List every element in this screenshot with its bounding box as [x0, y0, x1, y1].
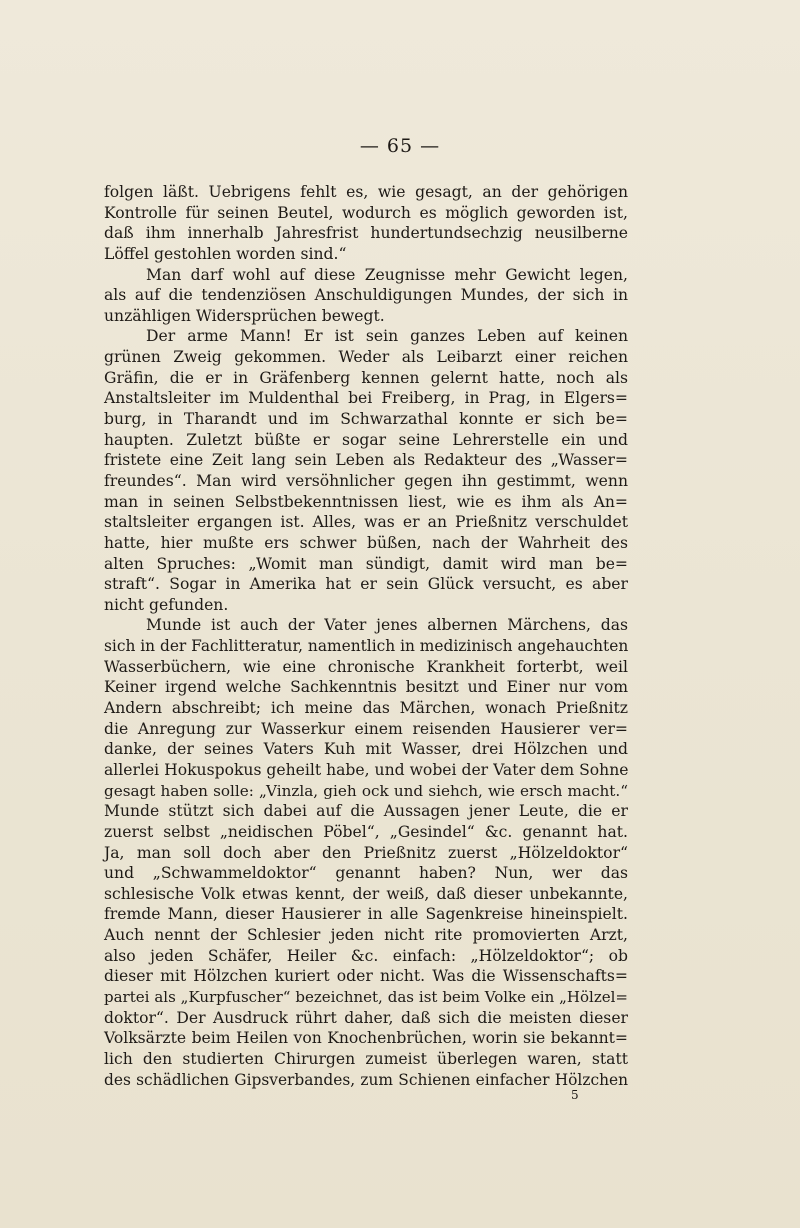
text-line: Gräfin, die er in Gräfenberg kennen gelernt hatte, noch als	[104, 368, 628, 387]
text-line: allerlei Hokuspokus geheilt habe, und wobei der Vater dem Sohne	[104, 760, 629, 779]
text-line: als auf die tendenziösen Anschuldigungen Mundes, der sich in	[104, 286, 628, 305]
text-line: und „Schwammeldoktor“ genannt haben? Nun, wer das	[104, 864, 628, 883]
text-line: daß ihm innerhalb Jahresfrist hundertundsechzig neusilberne	[104, 224, 628, 243]
text-line: fremde Mann, dieser Hausierer in alle Sagenkreise hineinspielt.	[104, 905, 628, 924]
text-line: man in seinen Selbstbekenntnissen liest, wie es ihm als An=	[104, 492, 628, 511]
text-line: die Anregung zur Wasserkur einem reisenden Hausierer ver=	[104, 719, 628, 738]
text-line: Der arme Mann! Er ist sein ganzes Leben auf keinen	[146, 327, 628, 346]
text-line: gesagt haben solle: „Vinzla, gieh ock und siehch, wie ersch macht.“	[104, 781, 628, 800]
text-line: partei als „Kurpfuscher“ bezeichnet, das ist beim Volke ein „Hölzel=	[104, 987, 628, 1006]
signature-mark: 5	[571, 1088, 579, 1102]
text-line: Munde ist auch der Vater jenes albernen Märchens, das	[146, 616, 628, 635]
text-line: unzähligen Widersprüchen bewegt.	[104, 306, 385, 325]
page-number-header: — 65 —	[359, 135, 441, 157]
text-line: burg, in Tharandt und im Schwarzathal konnte er sich be=	[104, 410, 628, 429]
text-line: lich den studierten Chirurgen zumeist überlegen waren, statt	[104, 1049, 628, 1068]
text-line: Wasserbüchern, wie eine chronische Krankheit forterbt, weil	[104, 657, 628, 676]
text-line: schlesische Volk etwas kennt, der weiß, daß dieser unbekannte,	[104, 884, 628, 903]
text-line: danke, der seines Vaters Kuh mit Wasser, drei Hölzchen und	[104, 740, 628, 759]
text-line: haupten. Zuletzt büßte er sogar seine Lehrerstelle ein und	[104, 430, 628, 449]
text-line: straft“. Sogar in Amerika hat er sein Glück versucht, es aber	[104, 575, 628, 594]
text-line: Anstaltsleiter im Muldenthal bei Freiberg, in Prag, in Elgers=	[104, 389, 628, 408]
text-line: sich in der Fachlitteratur, namentlich in medizinisch angehauchten	[104, 637, 629, 656]
text-line: dieser mit Hölzchen kuriert oder nicht. Was die Wissenschafts=	[104, 967, 628, 986]
text-line: folgen läßt. Uebrigens fehlt es, wie gesagt, an der gehörigen	[104, 183, 628, 201]
text-line: grünen Zweig gekommen. Weder als Leibarzt einer reichen	[104, 348, 628, 367]
text-line: Volksärzte beim Heilen von Knochenbrüchen, worin sie bekannt=	[104, 1029, 628, 1048]
text-line: nicht gefunden.	[104, 595, 229, 614]
text-line: Munde stützt sich dabei auf die Aussagen jener Leute, die er	[104, 802, 628, 821]
text-line: doktor“. Der Ausdruck rührt daher, daß sich die meisten dieser	[104, 1008, 628, 1027]
text-line: Löffel gestohlen worden sind.“	[104, 244, 347, 263]
text-line: also jeden Schäfer, Heiler &c. einfach: „Hölzeldoktor“; ob	[104, 946, 628, 965]
text-line: freundes“. Man wird versöhnlicher gegen ihn gestimmt, wenn	[104, 471, 628, 490]
text-line: alten Spruches: „Womit man sündigt, damit wird man be=	[104, 554, 628, 573]
text-line: zuerst selbst „neidischen Pöbel“, „Gesindel“ &c. genannt hat.	[104, 822, 628, 841]
text-line: Auch nennt der Schlesier jeden nicht rite promovierten Arzt,	[104, 926, 628, 945]
text-line: Kontrolle für seinen Beutel, wodurch es möglich geworden ist,	[104, 203, 628, 222]
text-line: Ja, man soll doch aber den Prießnitz zuerst „Hölzeldoktor“	[104, 843, 628, 862]
text-line: hatte, hier mußte ers schwer büßen, nach der Wahrheit des	[104, 533, 628, 552]
body-text	[104, 182, 628, 1090]
text-line: des schädlichen Gipsverbandes, zum Schienen einfacher Hölzchen	[104, 1070, 628, 1089]
text-line: Man darf wohl auf diese Zeugnisse mehr Gewicht legen,	[146, 265, 628, 284]
text-line: fristete eine Zeit lang sein Leben als Redakteur des „Wasser=	[104, 451, 628, 470]
text-line: Keiner irgend welche Sachkenntnis besitzt und Einer nur vom	[104, 678, 628, 697]
text-line: Andern abschreibt; ich meine das Märchen, wonach Prießnitz	[104, 699, 628, 718]
text-line: staltsleiter ergangen ist. Alles, was er an Prießnitz verschuldet	[104, 513, 628, 532]
